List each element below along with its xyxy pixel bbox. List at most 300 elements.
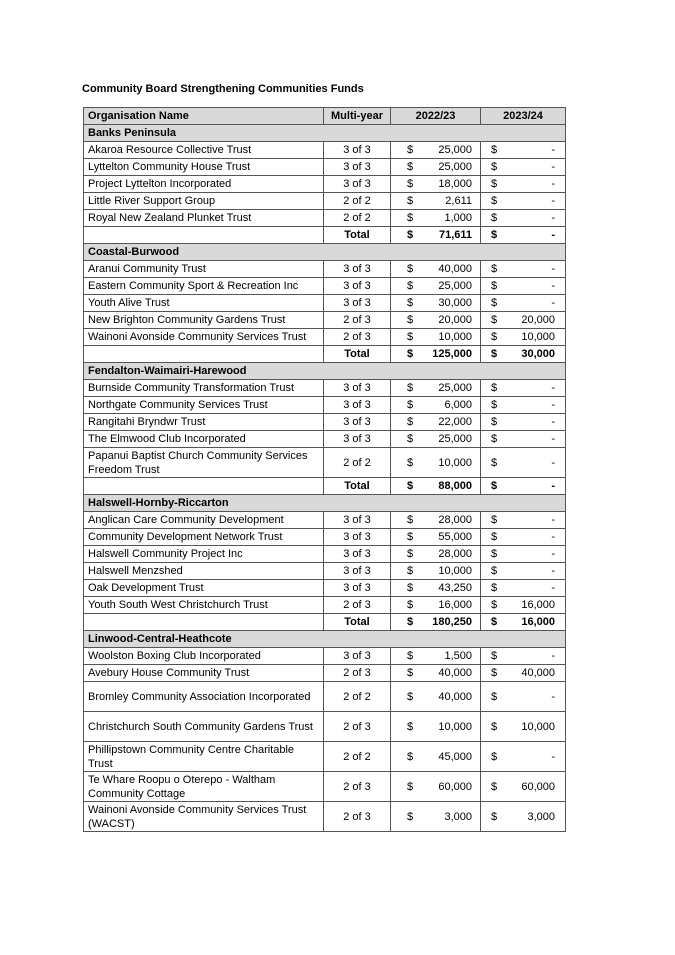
currency-symbol: $ (491, 382, 498, 394)
multi-year-value: 2 of 3 (324, 802, 391, 832)
multi-year-value: 3 of 3 (324, 278, 391, 295)
multi-year-value: 3 of 3 (324, 546, 391, 563)
table-row (84, 448, 566, 478)
amount-2023-24 (481, 312, 566, 329)
currency-symbol: $ (491, 650, 498, 662)
amount-2022-23 (391, 278, 481, 295)
currency-symbol: $ (491, 565, 498, 577)
total-2023-24-value: 30,000 (521, 348, 555, 360)
organisation-name: Northgate Community Services Trust (84, 397, 324, 414)
currency-symbol: $ (491, 144, 498, 156)
amount-2022-23-wrap (395, 160, 476, 174)
amount-2023-24-value: - (551, 297, 555, 309)
organisation-name: Wainoni Avonside Community Services Trust (84, 329, 324, 346)
currency-symbol: $ (407, 348, 414, 360)
amount-2023-24 (481, 712, 566, 742)
amount-2022-23-wrap (395, 564, 476, 578)
currency-symbol: $ (407, 178, 414, 190)
amount-2023-24-value: - (551, 750, 555, 763)
amount-2023-24-value: - (551, 531, 555, 543)
total-2022-23-value: 180,250 (432, 616, 472, 628)
currency-symbol: $ (491, 599, 498, 611)
table-row (84, 772, 566, 802)
total-2022-23 (391, 478, 481, 495)
organisation-name: Anglican Care Community Development (84, 512, 324, 529)
amount-2022-23-wrap (395, 456, 476, 470)
amount-2023-24 (481, 414, 566, 431)
amount-2023-24 (481, 682, 566, 712)
currency-symbol: $ (491, 548, 498, 560)
currency-symbol: $ (407, 297, 414, 309)
total-2022-23-value: 88,000 (438, 480, 472, 492)
amount-2023-24-wrap (485, 160, 561, 174)
organisation-name: Rangitahi Bryndwr Trust (84, 414, 324, 431)
multi-year-value: 3 of 3 (324, 142, 391, 159)
amount-2023-24-value: - (551, 195, 555, 207)
amount-2022-23-value: 18,000 (438, 178, 472, 190)
multi-year-value: 3 of 3 (324, 397, 391, 414)
currency-symbol: $ (491, 229, 498, 241)
amount-2022-23-value: 25,000 (438, 161, 472, 173)
amount-2023-24-value: 40,000 (521, 667, 555, 679)
amount-2023-24-value: - (551, 399, 555, 411)
amount-2022-23 (391, 580, 481, 597)
amount-2022-23 (391, 329, 481, 346)
amount-2023-24-wrap (485, 143, 561, 157)
total-2022-23-wrap (395, 347, 476, 361)
multi-year-value: 2 of 2 (324, 742, 391, 772)
amount-2022-23 (391, 261, 481, 278)
amount-2022-23-wrap (395, 415, 476, 429)
total-blank-cell (84, 478, 324, 495)
table-row (84, 648, 566, 665)
amount-2022-23 (391, 712, 481, 742)
currency-symbol: $ (407, 195, 414, 207)
amount-2023-24-value: - (551, 565, 555, 577)
table-row (84, 312, 566, 329)
amount-2023-24 (481, 546, 566, 563)
amount-2022-23 (391, 772, 481, 802)
amount-2023-24 (481, 742, 566, 772)
amount-2022-23-value: 40,000 (438, 690, 472, 703)
table-row (84, 159, 566, 176)
amount-2022-23-value: 43,250 (438, 582, 472, 594)
organisation-name: Youth South West Christchurch Trust (84, 597, 324, 614)
organisation-name: Community Development Network Trust (84, 529, 324, 546)
amount-2023-24-wrap (485, 649, 561, 663)
currency-symbol: $ (407, 565, 414, 577)
amount-2022-23-wrap (395, 598, 476, 612)
amount-2023-24-value: - (551, 382, 555, 394)
currency-symbol: $ (491, 780, 498, 793)
currency-symbol: $ (407, 456, 414, 469)
organisation-name: Bromley Community Association Incorporated (84, 682, 324, 712)
amount-2023-24-wrap (485, 262, 561, 276)
header-2023-24: 2023/24 (481, 108, 566, 125)
currency-symbol: $ (407, 650, 414, 662)
multi-year-value: 2 of 3 (324, 665, 391, 682)
amount-2022-23-wrap (395, 313, 476, 327)
amount-2023-24-value: 10,000 (521, 720, 555, 733)
amount-2022-23-wrap (395, 211, 476, 225)
amount-2023-24-wrap (485, 194, 561, 208)
amount-2023-24 (481, 397, 566, 414)
organisation-name: Little River Support Group (84, 193, 324, 210)
total-2023-24-value: - (551, 480, 555, 492)
amount-2023-24-wrap (485, 513, 561, 527)
amount-2022-23-value: 25,000 (438, 382, 472, 394)
amount-2022-23-wrap (395, 547, 476, 561)
currency-symbol: $ (491, 314, 498, 326)
currency-symbol: $ (491, 750, 498, 763)
organisation-name: Lyttelton Community House Trust (84, 159, 324, 176)
organisation-name: Woolston Boxing Club Incorporated (84, 648, 324, 665)
document-title: Community Board Strengthening Communities Funds (82, 83, 364, 95)
amount-2022-23-wrap (395, 750, 476, 764)
amount-2022-23-value: 3,000 (444, 810, 472, 823)
amount-2023-24-wrap (485, 547, 561, 561)
currency-symbol: $ (407, 382, 414, 394)
currency-symbol: $ (491, 667, 498, 679)
amount-2022-23 (391, 512, 481, 529)
amount-2022-23 (391, 546, 481, 563)
amount-2023-24-wrap (485, 564, 561, 578)
organisation-name: Wainoni Avonside Community Services Trust (WACST) (84, 802, 324, 832)
amount-2022-23-value: 10,000 (438, 720, 472, 733)
amount-2023-24-value: - (551, 456, 555, 469)
amount-2023-24-wrap (485, 296, 561, 310)
currency-symbol: $ (407, 780, 414, 793)
multi-year-value: 3 of 3 (324, 261, 391, 278)
amount-2023-24-value: - (551, 548, 555, 560)
multi-year-value: 3 of 3 (324, 295, 391, 312)
amount-2023-24-value: 3,000 (527, 810, 555, 823)
total-row (84, 227, 566, 244)
table-row (84, 431, 566, 448)
multi-year-value: 3 of 3 (324, 563, 391, 580)
total-2023-24 (481, 614, 566, 631)
amount-2023-24 (481, 772, 566, 802)
multi-year-value: 2 of 3 (324, 772, 391, 802)
currency-symbol: $ (407, 582, 414, 594)
section-name: Fendalton-Waimairi-Harewood (84, 363, 566, 380)
total-label: Total (324, 614, 391, 631)
amount-2022-23 (391, 176, 481, 193)
currency-symbol: $ (407, 331, 414, 343)
amount-2023-24 (481, 210, 566, 227)
amount-2022-23-wrap (395, 177, 476, 191)
currency-symbol: $ (491, 582, 498, 594)
amount-2023-24-value: - (551, 178, 555, 190)
currency-symbol: $ (407, 690, 414, 703)
total-2023-24-wrap (485, 347, 561, 361)
currency-symbol: $ (491, 263, 498, 275)
amount-2023-24 (481, 512, 566, 529)
amount-2022-23-value: 6,000 (444, 399, 472, 411)
amount-2022-23 (391, 597, 481, 614)
table-row (84, 142, 566, 159)
amount-2022-23-wrap (395, 780, 476, 794)
amount-2023-24-value: - (551, 161, 555, 173)
currency-symbol: $ (491, 195, 498, 207)
total-2022-23 (391, 227, 481, 244)
currency-symbol: $ (407, 161, 414, 173)
currency-symbol: $ (491, 348, 498, 360)
amount-2022-23 (391, 414, 481, 431)
amount-2023-24-value: - (551, 280, 555, 292)
amount-2022-23-wrap (395, 143, 476, 157)
amount-2023-24-value: - (551, 650, 555, 662)
amount-2022-23 (391, 210, 481, 227)
currency-symbol: $ (491, 616, 498, 628)
currency-symbol: $ (407, 720, 414, 733)
amount-2023-24-wrap (485, 381, 561, 395)
amount-2022-23 (391, 431, 481, 448)
organisation-name: Akaroa Resource Collective Trust (84, 142, 324, 159)
amount-2023-24 (481, 278, 566, 295)
amount-2022-23-wrap (395, 432, 476, 446)
currency-symbol: $ (491, 480, 498, 492)
currency-symbol: $ (491, 331, 498, 343)
amount-2022-23-wrap (395, 513, 476, 527)
table-row (84, 380, 566, 397)
section-header-row (84, 125, 566, 142)
total-label: Total (324, 478, 391, 495)
multi-year-value: 3 of 3 (324, 431, 391, 448)
table-row (84, 597, 566, 614)
total-2022-23-wrap (395, 479, 476, 493)
amount-2022-23-value: 10,000 (438, 456, 472, 469)
table-row (84, 295, 566, 312)
amount-2023-24-value: - (551, 582, 555, 594)
organisation-name: Royal New Zealand Plunket Trust (84, 210, 324, 227)
amount-2023-24 (481, 802, 566, 832)
total-2023-24-wrap (485, 228, 561, 242)
amount-2023-24-wrap (485, 456, 561, 470)
amount-2022-23-wrap (395, 279, 476, 293)
amount-2022-23-value: 10,000 (438, 331, 472, 343)
amount-2022-23 (391, 380, 481, 397)
amount-2022-23-wrap (395, 649, 476, 663)
amount-2022-23-wrap (395, 810, 476, 824)
currency-symbol: $ (491, 416, 498, 428)
multi-year-value: 2 of 2 (324, 682, 391, 712)
amount-2023-24 (481, 329, 566, 346)
amount-2023-24 (481, 261, 566, 278)
amount-2022-23 (391, 802, 481, 832)
amount-2022-23-value: 55,000 (438, 531, 472, 543)
amount-2022-23 (391, 665, 481, 682)
amount-2023-24-wrap (485, 810, 561, 824)
organisation-name: Oak Development Trust (84, 580, 324, 597)
section-header-row (84, 495, 566, 512)
section-name: Halswell-Hornby-Riccarton (84, 495, 566, 512)
amount-2023-24-value: - (551, 416, 555, 428)
amount-2023-24-wrap (485, 690, 561, 704)
table-row (84, 580, 566, 597)
section-header-row (84, 363, 566, 380)
amount-2023-24-wrap (485, 177, 561, 191)
amount-2023-24 (481, 448, 566, 478)
currency-symbol: $ (407, 144, 414, 156)
total-2022-23 (391, 614, 481, 631)
currency-symbol: $ (407, 263, 414, 275)
multi-year-value: 2 of 2 (324, 448, 391, 478)
multi-year-value: 3 of 3 (324, 529, 391, 546)
currency-symbol: $ (491, 514, 498, 526)
amount-2022-23 (391, 193, 481, 210)
section-header-row (84, 631, 566, 648)
amount-2022-23 (391, 397, 481, 414)
amount-2023-24 (481, 529, 566, 546)
total-2022-23-value: 125,000 (432, 348, 472, 360)
multi-year-value: 2 of 3 (324, 712, 391, 742)
currency-symbol: $ (491, 810, 498, 823)
amount-2023-24-wrap (485, 279, 561, 293)
organisation-name: Christchurch South Community Gardens Trust (84, 712, 324, 742)
amount-2023-24-wrap (485, 330, 561, 344)
total-2023-24-wrap (485, 615, 561, 629)
amount-2023-24 (481, 665, 566, 682)
amount-2022-23 (391, 159, 481, 176)
table-header-row (84, 108, 566, 125)
currency-symbol: $ (407, 616, 414, 628)
currency-symbol: $ (407, 667, 414, 679)
amount-2023-24-wrap (485, 415, 561, 429)
table-row (84, 210, 566, 227)
total-2023-24 (481, 346, 566, 363)
amount-2022-23-wrap (395, 666, 476, 680)
amount-2023-24-wrap (485, 720, 561, 734)
amount-2023-24 (481, 295, 566, 312)
table-row (84, 329, 566, 346)
currency-symbol: $ (407, 280, 414, 292)
organisation-name: Phillipstown Community Centre Charitable Trust (84, 742, 324, 772)
table-row (84, 414, 566, 431)
amount-2022-23-value: 60,000 (438, 780, 472, 793)
amount-2023-24-value: - (551, 212, 555, 224)
multi-year-value: 2 of 2 (324, 193, 391, 210)
amount-2022-23-wrap (395, 581, 476, 595)
amount-2022-23 (391, 142, 481, 159)
amount-2023-24-value: - (551, 144, 555, 156)
amount-2023-24-value: 10,000 (521, 331, 555, 343)
amount-2023-24-value: 20,000 (521, 314, 555, 326)
amount-2023-24-wrap (485, 211, 561, 225)
currency-symbol: $ (407, 229, 414, 241)
currency-symbol: $ (407, 416, 414, 428)
total-2022-23-wrap (395, 615, 476, 629)
multi-year-value: 3 of 3 (324, 414, 391, 431)
amount-2022-23 (391, 448, 481, 478)
amount-2023-24 (481, 193, 566, 210)
table-row (84, 665, 566, 682)
amount-2023-24-wrap (485, 750, 561, 764)
section-name: Linwood-Central-Heathcote (84, 631, 566, 648)
multi-year-value: 3 of 3 (324, 648, 391, 665)
amount-2022-23-wrap (395, 296, 476, 310)
amount-2022-23-value: 28,000 (438, 548, 472, 560)
table-row (84, 529, 566, 546)
table-row (84, 397, 566, 414)
amount-2023-24-wrap (485, 780, 561, 794)
amount-2023-24-wrap (485, 598, 561, 612)
amount-2022-23-value: 10,000 (438, 565, 472, 577)
amount-2022-23-value: 2,611 (445, 195, 472, 207)
table-row (84, 512, 566, 529)
amount-2023-24-value: - (551, 690, 555, 703)
multi-year-value: 3 of 3 (324, 159, 391, 176)
organisation-name: Avebury House Community Trust (84, 665, 324, 682)
amount-2023-24-wrap (485, 530, 561, 544)
currency-symbol: $ (491, 280, 498, 292)
currency-symbol: $ (407, 599, 414, 611)
total-2023-24 (481, 227, 566, 244)
amount-2023-24 (481, 563, 566, 580)
organisation-name: Papanui Baptist Church Community Services Freedom Trust (84, 448, 324, 478)
table-row (84, 261, 566, 278)
organisation-name: Aranui Community Trust (84, 261, 324, 278)
amount-2023-24-wrap (485, 432, 561, 446)
organisation-name: Youth Alive Trust (84, 295, 324, 312)
total-row (84, 478, 566, 495)
header-2022-23: 2022/23 (391, 108, 481, 125)
header-multi-year: Multi-year (324, 108, 391, 125)
multi-year-value: 3 of 3 (324, 380, 391, 397)
amount-2022-23 (391, 295, 481, 312)
amount-2022-23-value: 25,000 (438, 144, 472, 156)
amount-2022-23 (391, 682, 481, 712)
currency-symbol: $ (491, 433, 498, 445)
amount-2022-23 (391, 529, 481, 546)
amount-2022-23-value: 30,000 (438, 297, 472, 309)
organisation-name: New Brighton Community Gardens Trust (84, 312, 324, 329)
header-organisation-name: Organisation Name (84, 108, 324, 125)
total-2022-23-wrap (395, 228, 476, 242)
table-row (84, 742, 566, 772)
currency-symbol: $ (491, 456, 498, 469)
table-row (84, 193, 566, 210)
section-header-row (84, 244, 566, 261)
total-2023-24-value: 16,000 (521, 616, 555, 628)
amount-2023-24 (481, 431, 566, 448)
amount-2022-23-value: 1,000 (444, 212, 472, 224)
amount-2022-23-value: 45,000 (438, 750, 472, 763)
currency-symbol: $ (491, 720, 498, 733)
currency-symbol: $ (407, 433, 414, 445)
amount-2022-23 (391, 648, 481, 665)
amount-2022-23-value: 40,000 (438, 667, 472, 679)
total-2022-23 (391, 346, 481, 363)
amount-2022-23-value: 28,000 (438, 514, 472, 526)
organisation-name: Project Lyttelton Incorporated (84, 176, 324, 193)
currency-symbol: $ (491, 161, 498, 173)
currency-symbol: $ (407, 531, 414, 543)
amount-2022-23-value: 25,000 (438, 433, 472, 445)
currency-symbol: $ (491, 297, 498, 309)
amount-2023-24-wrap (485, 581, 561, 595)
currency-symbol: $ (491, 531, 498, 543)
table-row (84, 176, 566, 193)
funds-table (83, 107, 566, 832)
amount-2023-24 (481, 580, 566, 597)
section-name: Coastal-Burwood (84, 244, 566, 261)
multi-year-value: 3 of 3 (324, 512, 391, 529)
table-row (84, 546, 566, 563)
amount-2023-24 (481, 380, 566, 397)
multi-year-value: 2 of 3 (324, 312, 391, 329)
amount-2022-23-wrap (395, 530, 476, 544)
